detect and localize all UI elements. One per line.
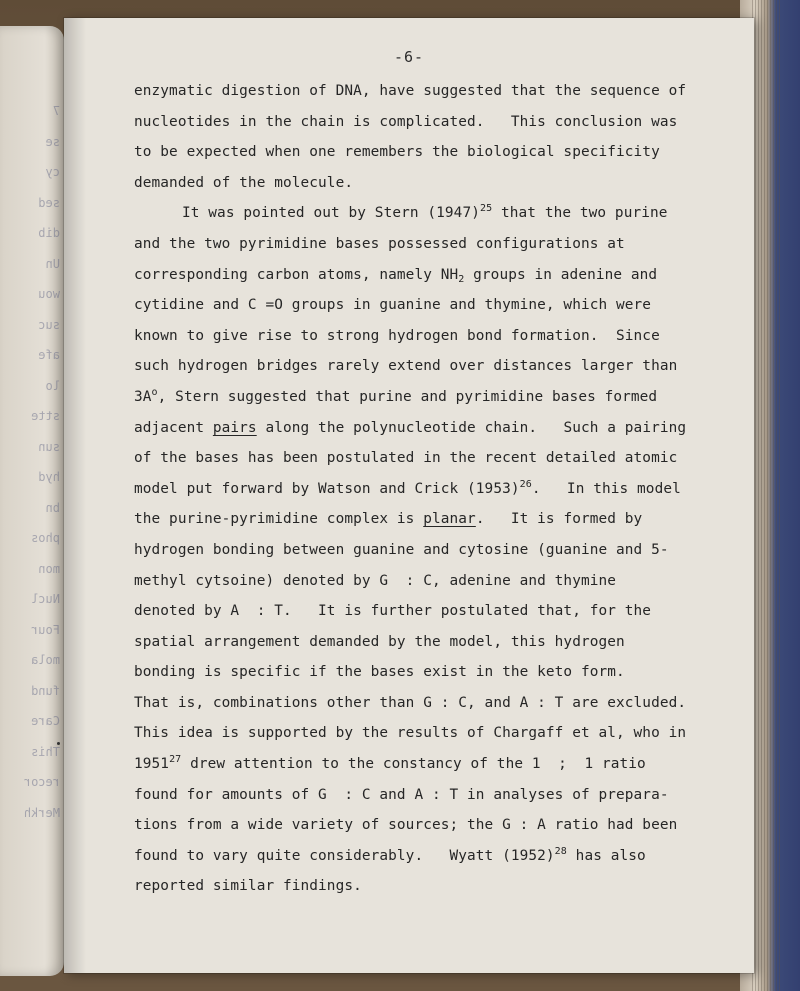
reference-superscript: 25: [479, 203, 493, 215]
text-segment: 3A: [134, 388, 152, 405]
text-line: [134, 504, 734, 535]
subscript: 2: [458, 273, 465, 285]
text-segment: It was pointed out by Stern (1947): [182, 205, 480, 222]
text-segment: drew attention to the constancy of the 1 ; 1 ratio: [181, 756, 646, 773]
text-line: tions from a wide variety of sources; the G : A ratio had been: [134, 817, 678, 834]
degree-superscript: o: [151, 386, 158, 398]
typed-page: [64, 18, 754, 973]
body-text: [134, 76, 734, 902]
text-line: methyl cytsoine) denoted by G : C, adenine and thymine: [134, 572, 617, 589]
text-line: reported similar findings.: [134, 878, 362, 895]
text-line: [134, 841, 734, 872]
text-line: [134, 413, 734, 444]
left-page-bleed-text: 7 se cy sed dib Un wou suc afe lo stte sun hyd bn phos mon Nucl Four mola fund Care This recor Merkh: [23, 104, 60, 820]
text-line: [134, 749, 734, 780]
text-line: and the two pyrimidine bases possessed configurations at: [134, 235, 625, 252]
text-segment: , Stern suggested that purine and pyrimidine bases formed: [157, 388, 658, 405]
text-line: known to give rise to strong hydrogen bond formation. Since: [134, 327, 660, 344]
text-segment: groups in adenine and: [464, 266, 658, 283]
text-segment: corresponding carbon atoms, namely NH: [134, 266, 459, 283]
text-segment: the purine-pyrimidine complex is: [134, 511, 424, 528]
text-segment: has also: [566, 847, 646, 864]
text-segment: . It is formed by: [475, 511, 643, 528]
text-line: nucleotides in the chain is complicated. This conclusion was: [134, 113, 678, 130]
underlined-word: pairs: [212, 419, 257, 436]
text-segment: along the polynucleotide chain. Such a pairing: [256, 419, 687, 436]
text-line: found for amounts of G : C and A : T in analyses of prepara-: [134, 786, 669, 803]
text-line: cytidine and C =O groups in guanine and thymine, which were: [134, 297, 652, 314]
reference-superscript: 28: [554, 845, 567, 857]
reference-superscript: 27: [169, 754, 182, 766]
text-line: [134, 382, 734, 413]
text-line: demanded of the molecule.: [134, 174, 354, 191]
text-line: [134, 260, 734, 291]
text-line: enzymatic digestion of DNA, have suggested that the sequence of: [134, 83, 687, 99]
reference-superscript: 26: [519, 478, 532, 490]
text-line: [134, 198, 734, 229]
text-line: bonding is specific if the bases exist in the keto form.: [134, 664, 625, 681]
text-line: spatial arrangement demanded by the model, this hydrogen: [134, 633, 625, 650]
text-line: hydrogen bonding between guanine and cytosine (guanine and 5-: [134, 541, 669, 558]
text-line: This idea is supported by the results of Chargaff et al, who in: [134, 725, 687, 742]
left-facing-page: [0, 26, 64, 976]
page-number: -6-: [393, 48, 425, 66]
text-line: [134, 474, 734, 505]
text-segment: . In this model: [531, 480, 681, 497]
text-segment: 1951: [134, 756, 170, 773]
page-edge-lines: [752, 0, 782, 991]
ink-dot: [57, 742, 60, 745]
text-line: That is, combinations other than G : C, and A : T are excluded.: [134, 694, 687, 711]
text-segment: adjacent: [134, 419, 213, 436]
text-line: such hydrogen bridges rarely extend over distances larger than: [134, 358, 678, 375]
text-segment: found to vary quite considerably. Wyatt (1952): [134, 847, 555, 864]
text-line: denoted by A : T. It is further postulated that, for the: [134, 603, 652, 620]
text-line: to be expected when one remembers the biological specificity: [134, 144, 660, 161]
underlined-word: planar: [423, 511, 476, 528]
text-segment: model put forward by Watson and Crick (1953): [134, 480, 520, 497]
text-segment: that the two purine: [492, 205, 668, 222]
text-line: of the bases has been postulated in the recent detailed atomic: [134, 450, 678, 467]
